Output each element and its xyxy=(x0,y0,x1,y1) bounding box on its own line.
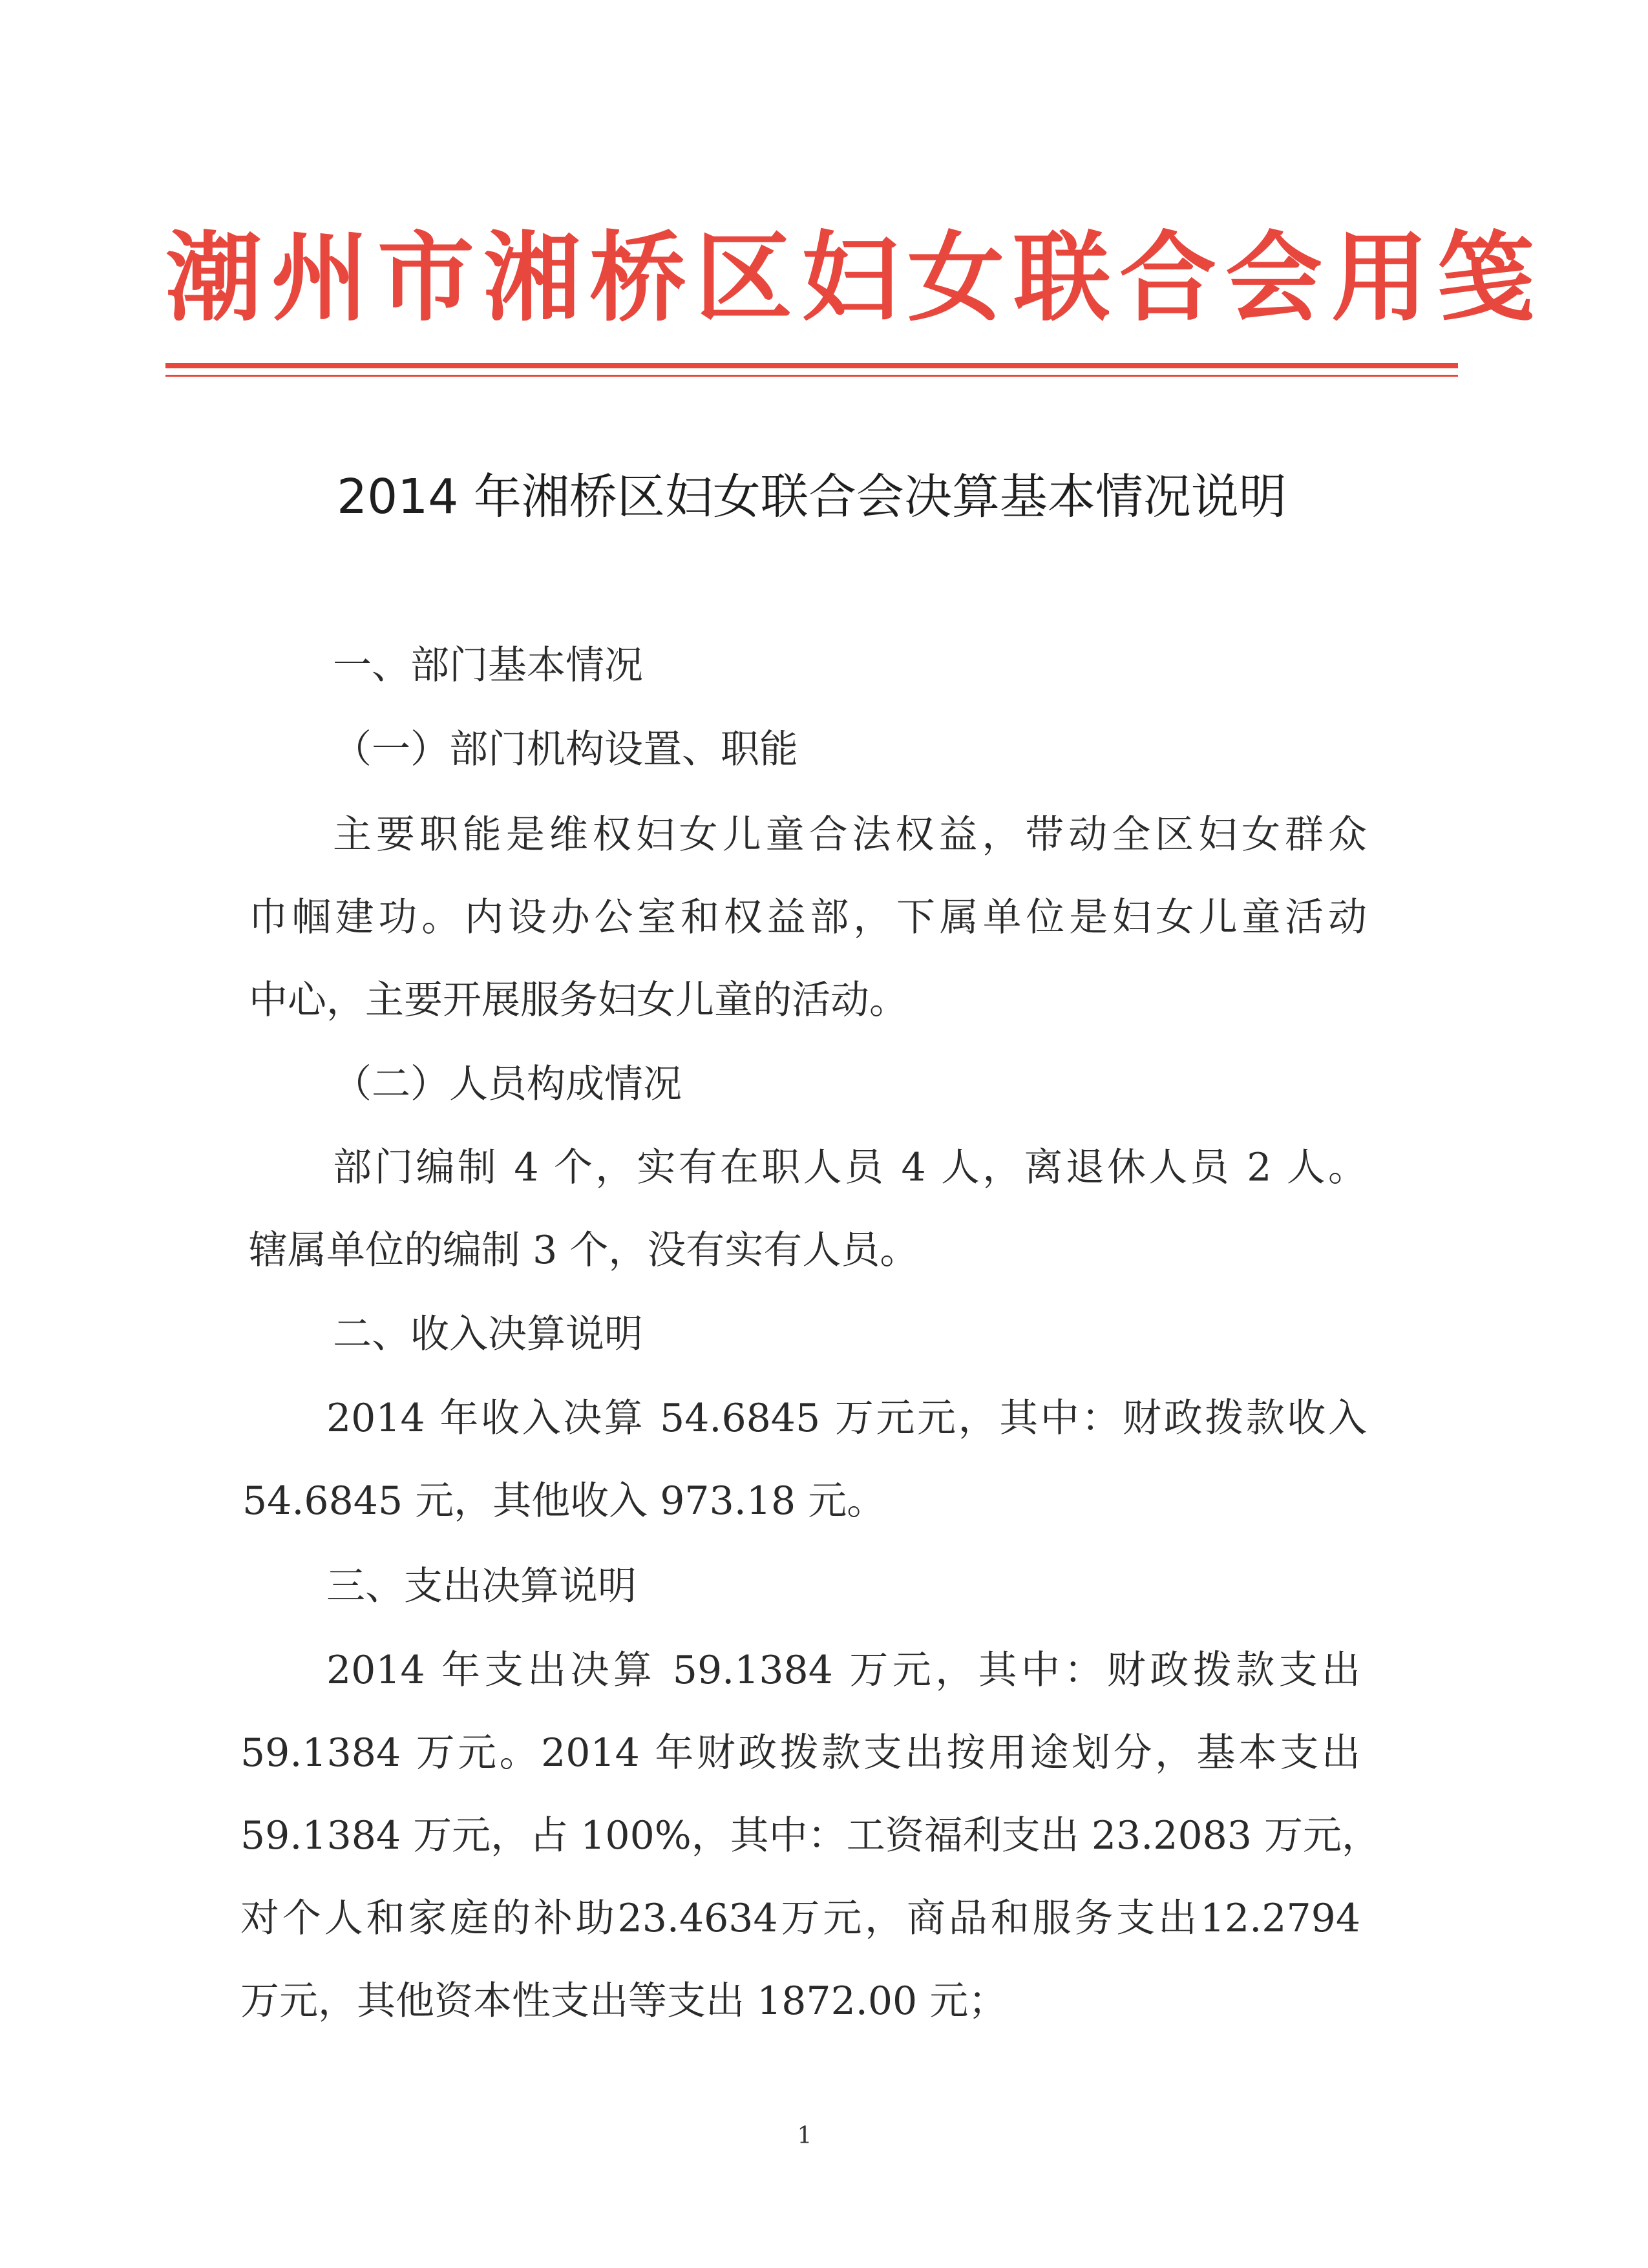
section-heading-1: 一、部门基本情况 xyxy=(333,643,643,688)
section-heading-3: 三、支出决算说明 xyxy=(326,1564,637,1609)
paragraph-line: 对个人和家庭的补助23.4634万元，商品和服务支出12.2794 xyxy=(240,1896,1360,1941)
paragraph-line: 主要职能是维权妇女儿童合法权益，带动全区妇女群众 xyxy=(333,812,1367,857)
paragraph-line: 59.1384 万元，占 100%，其中：工资福利支出 23.2083 万元， xyxy=(240,1813,1381,1858)
paragraph-line: 部门编制 4 个，实有在职人员 4 人，离退休人员 2 人。 xyxy=(333,1145,1367,1190)
letterhead-title: 潮州市湘桥区妇女联合会用笺 xyxy=(165,221,1544,335)
paragraph-line: 中心，主要开展服务妇女儿童的活动。 xyxy=(249,978,908,1023)
paragraph-line: 万元，其他资本性支出等支出 1872.00 元； xyxy=(240,1979,1008,2024)
paragraph-line: 辖属单位的编制 3 个，没有实有人员。 xyxy=(249,1228,919,1273)
subsection-heading-2: （二）人员构成情况 xyxy=(333,1062,682,1107)
letterhead-rule-thin xyxy=(165,375,1458,377)
subsection-heading-1: （一）部门机构设置、职能 xyxy=(333,727,798,772)
paragraph-line: 54.6845 元，其他收入 973.18 元。 xyxy=(242,1478,886,1524)
paragraph-line: 2014 年支出决算 59.1384 万元，其中：财政拨款支出 xyxy=(326,1648,1360,1693)
paragraph-line: 2014 年收入决算 54.6845 万元元，其中：财政拨款收入 xyxy=(326,1396,1367,1441)
document-title: 2014 年湘桥区妇女联合会决算基本情况说明 xyxy=(337,469,1287,525)
paragraph-line: 巾帼建功。内设办公室和权益部，下属单位是妇女儿童活动 xyxy=(249,895,1367,940)
paragraph-line: 59.1384 万元。2014 年财政拨款支出按用途划分，基本支出 xyxy=(240,1730,1360,1776)
letterhead-rule-thick xyxy=(165,363,1458,368)
section-heading-2: 二、收入决算说明 xyxy=(333,1312,643,1357)
page-number: 1 xyxy=(797,2123,812,2149)
